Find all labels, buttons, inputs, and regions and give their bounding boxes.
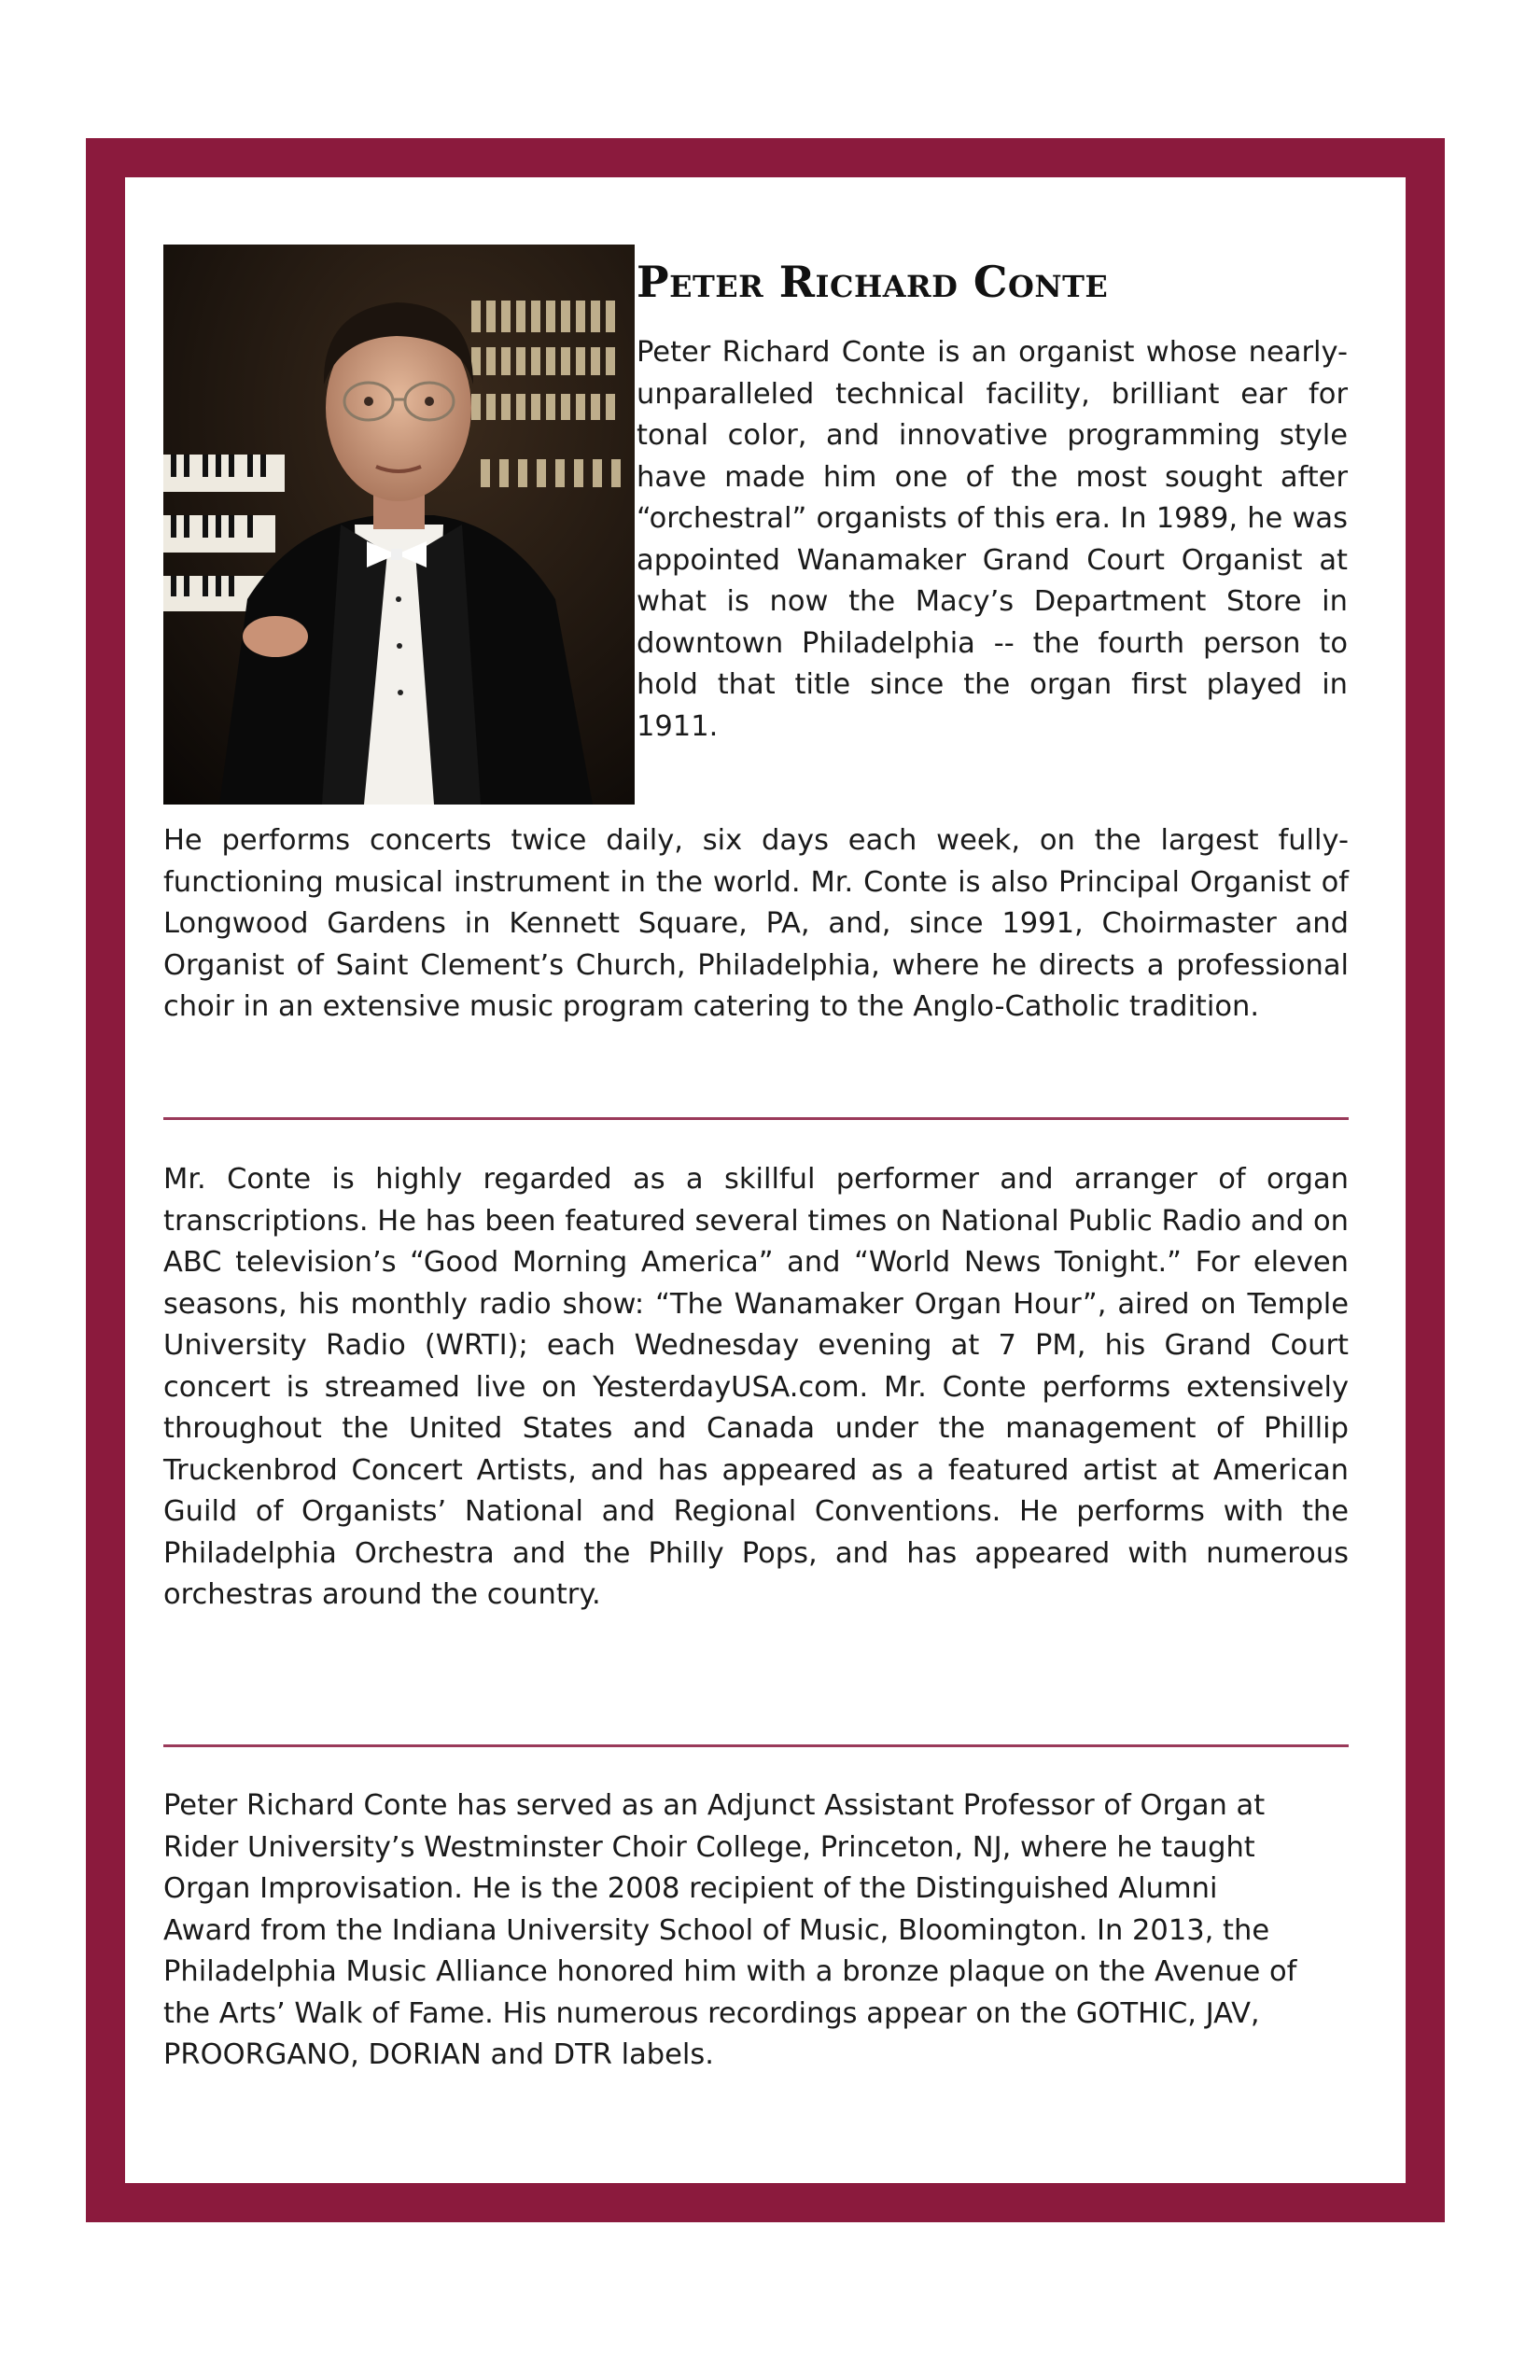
intro-paragraph: Peter Richard Conte is an organist whose nearly-unparalleled technical facility, brilliant ear for tonal color, and innovative programming style have made him one of the most sought after “orchestral” organists of this era. In 1989, he was appointed Wanamaker Grand Court Organist at what is now the Macy’s Department Store in downtown Philadelphia -- the fourth person to hold that title since the organ first played in 1911. [637, 336, 1348, 743]
performer-name-heading: Peter Richard Conte [637, 257, 1109, 307]
portrait-photo [163, 245, 635, 805]
bio-paragraph-3: Peter Richard Conte has served as an Adjunct Assistant Professor of Organ at Rider University’s Westminster Choir College, Princeton, NJ, where he taught Organ Improvisation. He is the 2008 recipient of the Distinguished Alumni Award from the Indiana University School of Music, Bloomington. In 2013, the Philadelphia Music Alliance honored him with a bronze plaque on the Avenue of the Arts’ Walk of Fame. His numerous recordings appear on the GOTHIC, JAV, PROORGANO, DORIAN and DTR labels. [163, 1789, 1297, 2071]
bio-paragraph-2: Mr. Conte is highly regarded as a skillful performer and arranger of organ transcriptions. He has been featured several times on National Public Radio and on ABC television’s “Good Morning America” and “World News Tonight.” For eleven seasons, his monthly radio show: “The Wanamaker Organ Hour”, aired on Temple University Radio (WRTI); each Wednesday evening at 7 PM, his Grand Court concert is streamed live on YesterdayUSA.com. Mr. Conte performs extensively throughout the United States and Canada under the management of Phillip Truckenbrod Concert Artists, and has appeared as a featured artist at American Guild of Organists’ National and Regional Conventions. He performs with the Philadelphia Orchestra and the Philly Pops, and has appeared with numerous orchestras around the country. [163, 1163, 1349, 1611]
section-divider-2 [163, 1744, 1349, 1747]
section-divider-1 [163, 1117, 1349, 1120]
bio-paragraph-1: He performs concerts twice daily, six days each week, on the largest fully-functioning musical instrument in the world. Mr. Conte is also Principal Organist of Longwood Gardens in Kennett Square, PA, and, since 1991, Choirmaster and Organist of Saint Clement’s Church, Philadelphia, where he directs a professional choir in an extensive music program catering to the Anglo-Catholic tradition. [163, 824, 1349, 1023]
